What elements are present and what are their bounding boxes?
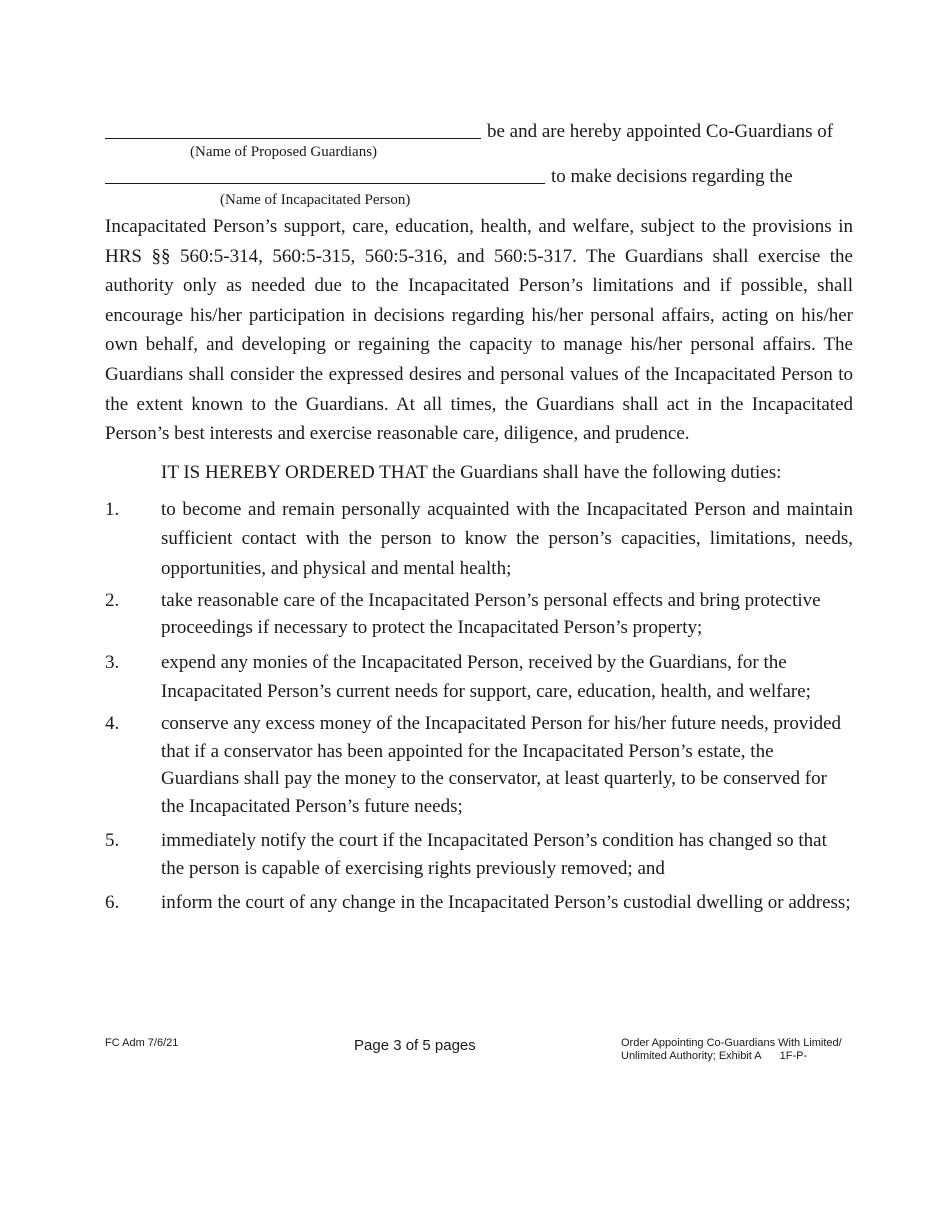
person-decision-text: to make decisions regarding the — [551, 166, 793, 187]
duty-text: expend any monies of the Incapacitated Person, received by the Guardians, for the Incapacitated Person’s current needs for support, care, education, health, and welfare; — [161, 652, 811, 702]
guardians-name-blank[interactable] — [105, 137, 481, 139]
duty-item-6 — [105, 889, 853, 917]
duty-text: immediately notify the court if the Incapacitated Person’s condition has changed so that the person is capable of exercising rights previously removed; and — [161, 830, 827, 879]
footer-document-title — [621, 1037, 842, 1063]
person-name-caption: (Name of Incapacitated Person) — [220, 192, 411, 208]
footer-title-line1: Order Appointing Co-Guardians With Limited/ — [621, 1037, 842, 1049]
duty-number: 3. — [105, 652, 120, 673]
duty-item-5 — [105, 827, 853, 883]
duty-item-4 — [105, 710, 853, 820]
guardians-name-caption: (Name of Proposed Guardians) — [190, 144, 378, 160]
authority-paragraph: Incapacitated Person’s support, care, education, health, and welfare, subject to the provisions in HRS §§ 560:5-314, 560:5-315, 560:5-316, and 560:5-317. The Guardians shall exercise the authority only as needed due to the Incapacitated Person’s limitations and if possible, shall encourage his/her participation in decisions regarding his/her personal affairs, acting on his/her own behalf, and developing or regaining the capacity to manage his/her personal affairs. The Guardians shall consider the expressed desires and personal values of the Incapacitated Person to the extent known to the Guardians. At all times, the Guardians shall act in the Incapacitated Person’s best interests and exercise reasonable care, diligence, and prudence. — [105, 216, 853, 445]
guardians-name-row — [105, 121, 833, 143]
footer-form-id: FC Adm 7/6/21 — [105, 1037, 179, 1049]
duty-text: to become and remain personally acquainted with the Incapacitated Person and maintain sufficient contact with the person to know the person’s capacities, limitations, needs, opportunities, and physical and mental health; — [161, 499, 853, 579]
duty-item-1 — [105, 495, 853, 583]
person-name-blank[interactable] — [105, 182, 545, 184]
person-name-row — [105, 166, 793, 188]
duty-number: 5. — [105, 830, 120, 851]
duty-text: conserve any excess money of the Incapacitated Person for his/her future needs, provided that if a conservator has been appointed for the Incapacitated Person’s estate, the Guardians shall pay the money to the conservator, at least quarterly, to be conserved for the Incapacitated Person’s future needs; — [161, 713, 842, 817]
duty-number: 4. — [105, 713, 120, 734]
footer-title-line2: Unlimited Authority; Exhibit A — [621, 1050, 762, 1062]
duty-text: take reasonable care of the Incapacitated Person’s personal effects and bring protective proceedings if necessary to protect the Incapacitated Person’s property; — [161, 590, 821, 638]
duty-number: 1. — [105, 499, 120, 520]
guardians-appointment-text: be and are hereby appointed Co-Guardians of — [487, 121, 834, 142]
footer-page-number: Page 3 of 5 pages — [354, 1037, 476, 1054]
duty-text: inform the court of any change in the Incapacitated Person’s custodial dwelling or address; — [161, 892, 851, 913]
duty-item-3 — [105, 648, 853, 706]
footer-form-code: 1F-P- — [779, 1050, 808, 1062]
order-intro: IT IS HEREBY ORDERED THAT the Guardians shall have the following duties: — [161, 462, 782, 483]
footer-title-line2-row — [621, 1050, 842, 1063]
duty-number: 2. — [105, 590, 120, 611]
duty-item-2 — [105, 587, 853, 641]
duty-number: 6. — [105, 892, 120, 913]
